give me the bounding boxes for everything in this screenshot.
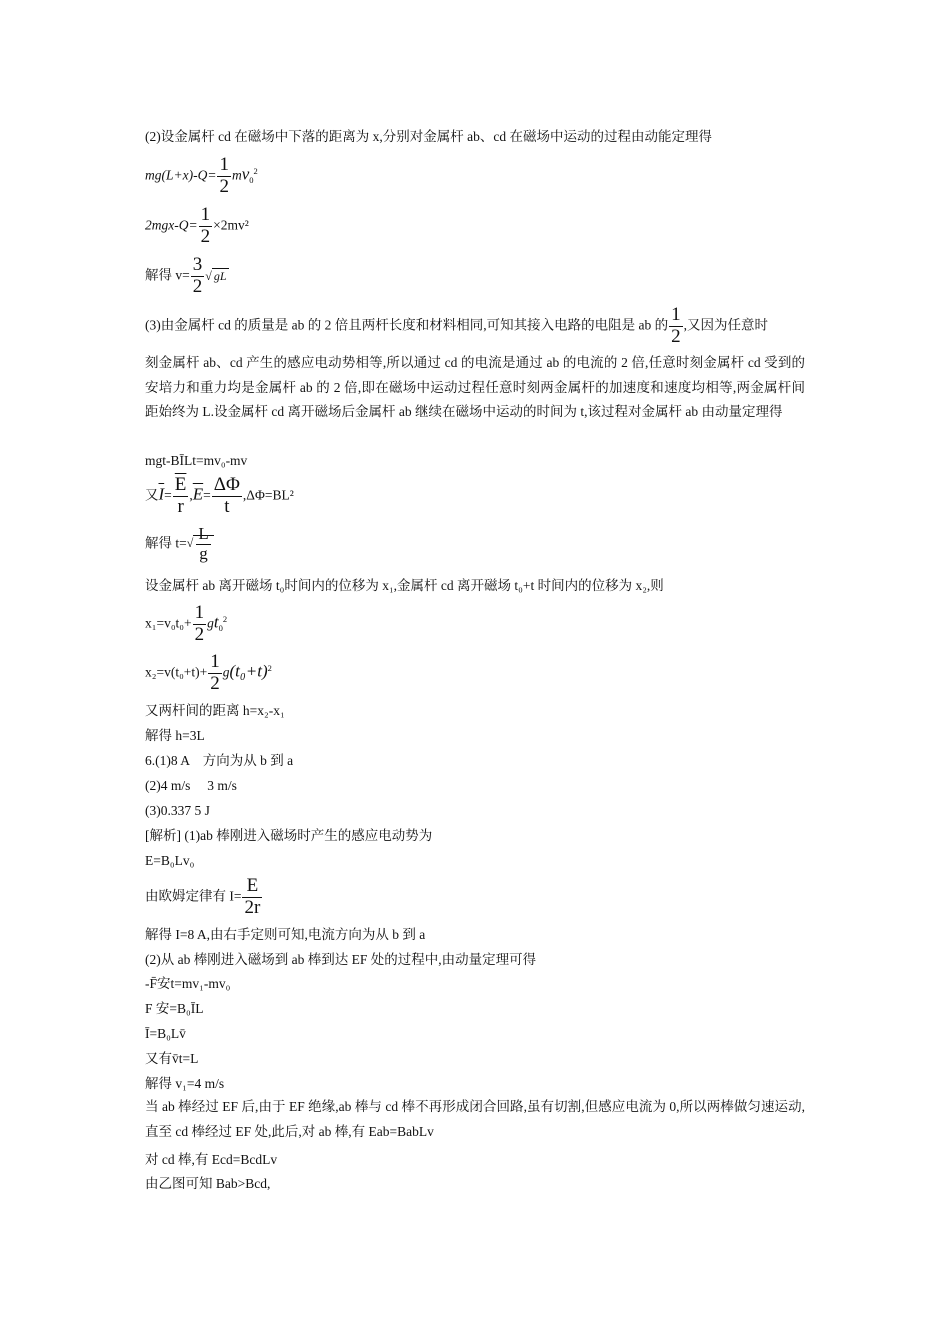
- momentum-4: 又有v̄t=L: [145, 1051, 199, 1066]
- eq2-rhs: ×2mv²: [213, 217, 249, 233]
- eq6-sup: 2: [267, 662, 272, 673]
- p3-num: 1: [671, 304, 681, 325]
- momentum-2: F 安=B₀ĪL: [145, 1001, 204, 1016]
- eq1-num: 1: [219, 154, 229, 175]
- eq4-phi: ΔΦ: [213, 474, 240, 495]
- sqrt-gL: √ gL: [205, 269, 227, 284]
- after-ef-paragraph: 当 ab 棒经过 EF 后,由于 EF 绝缘,ab 棒与 cd 棒不再形成闭合回路,虽有切割,但感应电流为 0,所以两棒做匀速运动,直至 cd 棒经过 EF 处,此后,对 ab 棒,有 Eab=BabLv: [145, 1099, 805, 1139]
- eq6-lhs: x₂=v(t₀+t)+: [145, 664, 208, 680]
- displacement-intro: 设金属杆 ab 离开磁场 t₀时间内的位移为 x₁,金属杆 cd 离开磁场 t₀+t 时间内的位移为 x₂,则: [145, 578, 664, 593]
- sol-t-num: L: [198, 524, 209, 543]
- eq5-g: g: [207, 615, 214, 631]
- emf-equation: E=B₀Lv₀: [145, 853, 195, 868]
- eq5-lhs: x₁=v₀t₀+: [145, 615, 192, 631]
- eq4-prefix: 又: [145, 487, 159, 503]
- x1-equation: [145, 603, 227, 646]
- energy-equation-2: [145, 205, 249, 248]
- eq1-sub: 0: [249, 175, 254, 186]
- answer-6-1: 6.(1)8 A 方向为从 b 到 a: [145, 753, 294, 768]
- eq6-paren: (t₀+t): [229, 661, 268, 681]
- current-definition: 又$\overline{I}=$ $\frac{\overline{E}}{r}$ $,\overline{E}=$ $\frac{\Delta\Phi}{t}$ ,ΔΦ=BL²: [145, 474, 294, 517]
- eq2-lhs: 2mgx-Q=: [145, 217, 198, 233]
- analysis-heading: [解析] (1)ab 棒刚进入磁场时产生的感应电动势为: [145, 828, 433, 843]
- momentum-3: Ī=B₀Lv̄: [145, 1026, 186, 1041]
- eq1-lhs: mg(L+x)-Q=: [145, 167, 217, 183]
- p3-part2: ,又因为任意时: [683, 317, 768, 333]
- eq1-fraction: [217, 155, 231, 198]
- solution-v: [145, 255, 229, 298]
- part3-paragraph: 刻金属杆 ab、cd 产生的感应电动势相等,所以通过 cd 的电流是通过 ab 的电流的 2 倍,任意时刻金属杆 cd 受到的安培力和重力均是金属杆 ab 的 2 倍,即在磁场中运动过程任意时刻两金属杆的加速度和速度均相等,两金属杆间距始终为 L.设金属杆 cd 离开磁场后金属杆 ab 继续在磁场中运动的时间为 t,该过程对金属杆 ab 由动量定理得: [145, 355, 805, 419]
- eq1-den: 2: [219, 175, 229, 197]
- eq4-fraction-1: [173, 475, 189, 518]
- eq2-num: 1: [200, 204, 211, 225]
- eq1-v: v: [241, 164, 250, 184]
- cd-equation: 对 cd 棒,有 Ecd=BcdLv: [145, 1152, 278, 1167]
- ohm-law: [145, 876, 263, 919]
- eq1-m: m: [231, 167, 242, 183]
- eq5-den: 2: [194, 623, 205, 645]
- eq6-num: 1: [210, 651, 220, 672]
- sol-v-den: 2: [192, 275, 203, 297]
- x2-equation: [145, 652, 272, 695]
- sol-v-prefix: 解得 v=: [145, 267, 190, 283]
- energy-equation-1: [145, 155, 258, 198]
- sol-t-fraction: [196, 525, 210, 563]
- eq2-fraction: [199, 205, 213, 248]
- comparison: 由乙图可知 Bab>Bcd,: [145, 1176, 271, 1191]
- eq2-den: 2: [200, 225, 211, 247]
- eq5-fraction: [193, 603, 207, 646]
- eq4-E: $\overline{E}$: [174, 474, 187, 495]
- part3-intro: [145, 305, 768, 348]
- ohm-prefix: 由欧姆定律有 I=: [145, 888, 242, 904]
- part2b-intro: (2)从 ab 棒刚进入磁场到 ab 棒到达 EF 处的过程中,由动量定理可得: [145, 952, 537, 967]
- eq4-t: t: [224, 495, 230, 517]
- eq6-den: 2: [210, 672, 220, 694]
- p3-part1: (3)由金属杆 cd 的质量是 ab 的 2 倍且两杆长度和材料相同,可知其接入电路的电阻是 ab 的: [145, 317, 669, 333]
- eq5-sub: 0: [218, 623, 223, 634]
- answer-6-2: (2)4 m/s 3 m/s: [145, 778, 237, 793]
- p3-den: 2: [671, 325, 681, 347]
- sol-t-prefix: 解得 t=: [145, 535, 187, 551]
- momentum-equation: mgt-BĪLt=mv₀-mv: [145, 453, 248, 468]
- eq1-sup: 2: [253, 165, 258, 176]
- eq5-num: 1: [194, 602, 205, 623]
- solution-v1: 解得 v₁=4 m/s: [145, 1076, 225, 1091]
- solution-t: [145, 525, 214, 563]
- eq4-r: r: [177, 495, 184, 517]
- eq5-t: t: [213, 612, 219, 632]
- solution-I: 解得 I=8 A,由右手定则可知,电流方向为从 b 到 a: [145, 927, 426, 942]
- answer-6-3: (3)0.337 5 J: [145, 803, 210, 818]
- ohm-fraction: [242, 876, 262, 919]
- eq4-fraction-2: [212, 475, 242, 518]
- p3-fraction: [669, 305, 683, 348]
- eq6-fraction: [208, 652, 222, 695]
- eq5-sup: 2: [222, 613, 228, 624]
- eq4-E2: $\overline{E}$: [192, 484, 204, 504]
- solution-h: 解得 h=3L: [145, 728, 205, 743]
- momentum-1: -F̄安t=mv₁-mv₀: [145, 976, 231, 991]
- sol-t-den: g: [199, 543, 208, 563]
- sqrt-L-over-g: √ $\frac{L}{g}$: [187, 525, 214, 563]
- ohm-num: E: [242, 876, 262, 898]
- eq6-g: g: [222, 664, 230, 680]
- eq4-I: $\overline{I}$: [158, 484, 165, 504]
- sqrt-gL-body: gL: [213, 269, 227, 284]
- ohm-den: 2r: [244, 896, 261, 918]
- eq4-tail: ,ΔΦ=BL²: [242, 487, 294, 503]
- sol-v-num: 3: [192, 254, 203, 275]
- distance-line: 又两杆间的距离 h=x₂-x₁: [145, 703, 285, 718]
- part2-intro: (2)设金属杆 cd 在磁场中下落的距离为 x,分别对金属杆 ab、cd 在磁场中运动的过程由动能定理得: [145, 129, 712, 144]
- sol-v-fraction: [191, 255, 205, 298]
